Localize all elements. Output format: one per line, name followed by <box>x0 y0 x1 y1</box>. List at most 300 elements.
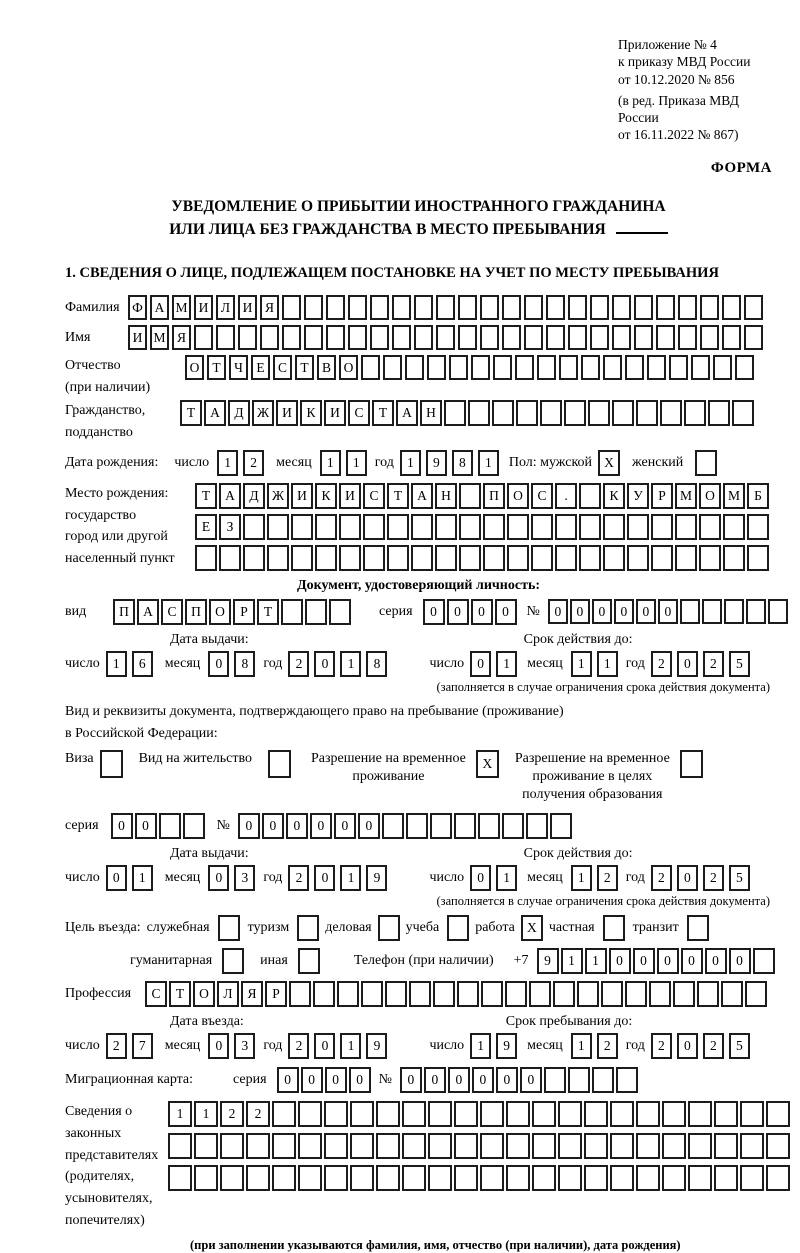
entry-day[interactable] <box>106 1033 153 1059</box>
char-cell[interactable] <box>724 599 744 624</box>
char-cell[interactable] <box>449 355 468 380</box>
char-cell[interactable] <box>409 981 431 1007</box>
char-cell[interactable] <box>454 1101 478 1127</box>
char-cell[interactable] <box>183 813 205 839</box>
char-cell[interactable] <box>480 1133 504 1159</box>
char-cell[interactable] <box>298 1133 322 1159</box>
char-cell[interactable] <box>246 1133 270 1159</box>
char-cell[interactable]: 1 <box>340 1033 361 1059</box>
identity-expiry-year[interactable] <box>651 651 750 677</box>
char-cell[interactable] <box>647 355 666 380</box>
char-cell[interactable]: Т <box>207 355 226 380</box>
char-cell[interactable]: К <box>603 483 625 509</box>
char-cell[interactable] <box>526 813 548 839</box>
char-cell[interactable] <box>680 599 700 624</box>
char-cell[interactable] <box>568 1067 590 1093</box>
char-cell[interactable] <box>559 355 578 380</box>
char-cell[interactable] <box>411 514 433 540</box>
char-cell[interactable] <box>506 1165 530 1191</box>
char-cell[interactable] <box>304 295 323 320</box>
char-cell[interactable] <box>722 295 741 320</box>
char-cell[interactable] <box>753 948 775 974</box>
char-cell[interactable]: Н <box>420 400 442 426</box>
char-cell[interactable] <box>428 1165 452 1191</box>
char-cell[interactable] <box>315 514 337 540</box>
char-cell[interactable]: 1 <box>571 651 592 677</box>
char-cell[interactable] <box>324 1101 348 1127</box>
char-cell[interactable]: 2 <box>651 865 672 891</box>
char-cell[interactable]: 1 <box>597 651 618 677</box>
char-cell[interactable] <box>612 400 634 426</box>
char-cell[interactable] <box>603 545 625 571</box>
char-cell[interactable]: 0 <box>633 948 655 974</box>
char-cell[interactable]: 0 <box>570 599 590 624</box>
char-cell[interactable]: 0 <box>106 865 127 891</box>
entry-year[interactable] <box>288 1033 387 1059</box>
char-cell[interactable] <box>402 1165 426 1191</box>
citizenship-cells[interactable] <box>180 400 754 426</box>
char-cell[interactable] <box>708 400 730 426</box>
char-cell[interactable]: 1 <box>340 651 361 677</box>
char-cell[interactable]: 0 <box>314 1033 335 1059</box>
char-cell[interactable]: Р <box>651 483 673 509</box>
char-cell[interactable]: 2 <box>246 1101 270 1127</box>
char-cell[interactable]: 1 <box>132 865 153 891</box>
char-cell[interactable]: О <box>209 599 231 625</box>
char-cell[interactable] <box>376 1101 400 1127</box>
char-cell[interactable]: 0 <box>677 651 698 677</box>
char-cell[interactable]: 0 <box>472 1067 494 1093</box>
char-cell[interactable] <box>702 599 722 624</box>
char-cell[interactable]: Т <box>387 483 409 509</box>
surname-cells[interactable] <box>128 295 763 320</box>
char-cell[interactable] <box>612 295 631 320</box>
char-cell[interactable] <box>722 325 741 350</box>
char-cell[interactable]: 0 <box>677 1033 698 1059</box>
char-cell[interactable] <box>553 981 575 1007</box>
char-cell[interactable]: . <box>555 483 577 509</box>
char-cell[interactable] <box>691 355 710 380</box>
char-cell[interactable] <box>468 400 490 426</box>
char-cell[interactable] <box>272 1101 296 1127</box>
char-cell[interactable] <box>291 514 313 540</box>
char-cell[interactable]: 2 <box>703 1033 724 1059</box>
char-cell[interactable]: О <box>507 483 529 509</box>
char-cell[interactable]: 0 <box>314 865 335 891</box>
char-cell[interactable] <box>544 1067 566 1093</box>
doc-series-cells[interactable] <box>423 599 517 625</box>
char-cell[interactable] <box>579 514 601 540</box>
char-cell[interactable] <box>348 295 367 320</box>
char-cell[interactable] <box>744 295 763 320</box>
char-cell[interactable]: А <box>137 599 159 625</box>
char-cell[interactable]: 0 <box>548 599 568 624</box>
char-cell[interactable] <box>376 1133 400 1159</box>
char-cell[interactable] <box>480 1101 504 1127</box>
char-cell[interactable] <box>392 325 411 350</box>
representatives-cells-line1[interactable] <box>168 1101 790 1127</box>
char-cell[interactable] <box>673 981 695 1007</box>
char-cell[interactable] <box>339 514 361 540</box>
char-cell[interactable] <box>558 1165 582 1191</box>
patronymic-cells[interactable] <box>185 355 754 380</box>
char-cell[interactable]: 0 <box>658 599 678 624</box>
char-cell[interactable] <box>238 325 257 350</box>
char-cell[interactable] <box>411 545 433 571</box>
char-cell[interactable]: И <box>194 295 213 320</box>
char-cell[interactable]: X <box>598 450 620 476</box>
char-cell[interactable] <box>471 355 490 380</box>
char-cell[interactable] <box>493 355 512 380</box>
char-cell[interactable] <box>590 325 609 350</box>
char-cell[interactable] <box>505 981 527 1007</box>
char-cell[interactable] <box>260 325 279 350</box>
representatives-cells-line2[interactable] <box>168 1133 790 1159</box>
char-cell[interactable] <box>603 915 625 941</box>
identity-expiry-day[interactable] <box>470 651 517 677</box>
birth-place-cells-line2[interactable] <box>195 514 769 540</box>
char-cell[interactable] <box>268 750 291 778</box>
char-cell[interactable]: Т <box>195 483 217 509</box>
char-cell[interactable]: Ж <box>252 400 274 426</box>
char-cell[interactable] <box>168 1133 192 1159</box>
doc-kind-cells[interactable] <box>113 599 351 625</box>
char-cell[interactable] <box>675 545 697 571</box>
char-cell[interactable] <box>584 1133 608 1159</box>
residence-issue-month[interactable] <box>208 865 255 891</box>
char-cell[interactable]: 0 <box>592 599 612 624</box>
char-cell[interactable] <box>735 355 754 380</box>
char-cell[interactable]: 2 <box>703 865 724 891</box>
doc-number-cells[interactable] <box>548 599 788 624</box>
purpose-study-checkbox[interactable] <box>447 915 469 941</box>
char-cell[interactable]: 0 <box>470 651 491 677</box>
char-cell[interactable]: Я <box>241 981 263 1007</box>
char-cell[interactable] <box>329 599 351 625</box>
char-cell[interactable] <box>350 1101 374 1127</box>
char-cell[interactable]: Т <box>257 599 279 625</box>
char-cell[interactable] <box>612 325 631 350</box>
char-cell[interactable]: Т <box>372 400 394 426</box>
char-cell[interactable] <box>699 514 721 540</box>
char-cell[interactable]: 0 <box>470 865 491 891</box>
char-cell[interactable]: 1 <box>571 865 592 891</box>
char-cell[interactable] <box>723 514 745 540</box>
char-cell[interactable]: Ф <box>128 295 147 320</box>
char-cell[interactable] <box>700 295 719 320</box>
char-cell[interactable]: 0 <box>636 599 656 624</box>
char-cell[interactable]: Б <box>747 483 769 509</box>
purpose-humanitarian-checkbox[interactable] <box>222 948 244 974</box>
char-cell[interactable] <box>588 400 610 426</box>
char-cell[interactable] <box>458 325 477 350</box>
char-cell[interactable] <box>700 325 719 350</box>
residence-number-cells[interactable] <box>238 813 572 839</box>
char-cell[interactable]: 2 <box>651 651 672 677</box>
char-cell[interactable] <box>281 599 303 625</box>
char-cell[interactable]: 8 <box>452 450 473 476</box>
char-cell[interactable]: 5 <box>729 1033 750 1059</box>
char-cell[interactable] <box>603 355 622 380</box>
char-cell[interactable] <box>376 1165 400 1191</box>
char-cell[interactable]: 2 <box>597 865 618 891</box>
char-cell[interactable]: 2 <box>288 865 309 891</box>
char-cell[interactable] <box>324 1165 348 1191</box>
char-cell[interactable] <box>634 325 653 350</box>
char-cell[interactable] <box>298 1165 322 1191</box>
char-cell[interactable] <box>546 295 565 320</box>
char-cell[interactable]: 0 <box>349 1067 371 1093</box>
char-cell[interactable] <box>747 545 769 571</box>
char-cell[interactable] <box>675 514 697 540</box>
char-cell[interactable]: 0 <box>286 813 308 839</box>
char-cell[interactable] <box>697 981 719 1007</box>
char-cell[interactable] <box>699 545 721 571</box>
char-cell[interactable]: З <box>219 514 241 540</box>
temp-residence-education-checkbox[interactable] <box>680 750 703 778</box>
char-cell[interactable]: 9 <box>537 948 559 974</box>
char-cell[interactable]: 0 <box>423 599 445 625</box>
char-cell[interactable] <box>531 514 553 540</box>
identity-expiry-month[interactable] <box>571 651 618 677</box>
char-cell[interactable] <box>747 514 769 540</box>
char-cell[interactable] <box>695 450 717 476</box>
char-cell[interactable] <box>584 1101 608 1127</box>
char-cell[interactable]: О <box>185 355 204 380</box>
char-cell[interactable] <box>458 295 477 320</box>
char-cell[interactable]: 2 <box>703 651 724 677</box>
residence-expiry-year[interactable] <box>651 865 750 891</box>
char-cell[interactable] <box>723 545 745 571</box>
char-cell[interactable] <box>194 1133 218 1159</box>
char-cell[interactable]: X <box>521 915 543 941</box>
char-cell[interactable]: 0 <box>358 813 380 839</box>
char-cell[interactable]: 1 <box>478 450 499 476</box>
char-cell[interactable]: Н <box>435 483 457 509</box>
char-cell[interactable] <box>680 750 703 778</box>
char-cell[interactable] <box>766 1133 790 1159</box>
visa-checkbox[interactable] <box>100 750 123 778</box>
char-cell[interactable]: 0 <box>447 599 469 625</box>
char-cell[interactable] <box>222 948 244 974</box>
char-cell[interactable]: 1 <box>340 865 361 891</box>
char-cell[interactable] <box>392 295 411 320</box>
char-cell[interactable]: 0 <box>448 1067 470 1093</box>
char-cell[interactable] <box>298 948 320 974</box>
char-cell[interactable]: 1 <box>561 948 583 974</box>
char-cell[interactable] <box>243 514 265 540</box>
char-cell[interactable]: М <box>172 295 191 320</box>
char-cell[interactable] <box>649 981 671 1007</box>
char-cell[interactable]: Л <box>216 295 235 320</box>
char-cell[interactable] <box>502 325 521 350</box>
char-cell[interactable]: 3 <box>234 1033 255 1059</box>
char-cell[interactable] <box>272 1165 296 1191</box>
identity-issue-year[interactable] <box>288 651 387 677</box>
char-cell[interactable] <box>246 1165 270 1191</box>
char-cell[interactable] <box>766 1165 790 1191</box>
char-cell[interactable]: 1 <box>346 450 367 476</box>
char-cell[interactable]: 0 <box>334 813 356 839</box>
char-cell[interactable] <box>428 1101 452 1127</box>
char-cell[interactable] <box>531 545 553 571</box>
entry-month[interactable] <box>208 1033 255 1059</box>
char-cell[interactable] <box>168 1165 192 1191</box>
char-cell[interactable] <box>568 295 587 320</box>
char-cell[interactable] <box>592 1067 614 1093</box>
char-cell[interactable]: 0 <box>208 865 229 891</box>
char-cell[interactable]: Д <box>228 400 250 426</box>
char-cell[interactable] <box>656 325 675 350</box>
char-cell[interactable]: Т <box>180 400 202 426</box>
char-cell[interactable] <box>427 355 446 380</box>
char-cell[interactable]: 0 <box>614 599 634 624</box>
char-cell[interactable]: С <box>273 355 292 380</box>
birth-day-cells[interactable] <box>217 450 264 476</box>
char-cell[interactable]: 0 <box>325 1067 347 1093</box>
char-cell[interactable] <box>433 981 455 1007</box>
char-cell[interactable]: А <box>411 483 433 509</box>
char-cell[interactable]: 2 <box>288 1033 309 1059</box>
char-cell[interactable]: 1 <box>106 651 127 677</box>
char-cell[interactable] <box>507 514 529 540</box>
char-cell[interactable]: 9 <box>496 1033 517 1059</box>
char-cell[interactable] <box>480 295 499 320</box>
char-cell[interactable] <box>159 813 181 839</box>
char-cell[interactable]: Ж <box>267 483 289 509</box>
char-cell[interactable] <box>555 545 577 571</box>
char-cell[interactable]: К <box>300 400 322 426</box>
char-cell[interactable]: 0 <box>424 1067 446 1093</box>
char-cell[interactable]: 1 <box>571 1033 592 1059</box>
char-cell[interactable] <box>402 1133 426 1159</box>
char-cell[interactable]: 0 <box>705 948 727 974</box>
char-cell[interactable]: В <box>317 355 336 380</box>
char-cell[interactable]: 1 <box>496 651 517 677</box>
char-cell[interactable] <box>687 915 709 941</box>
char-cell[interactable]: Р <box>265 981 287 1007</box>
char-cell[interactable] <box>625 355 644 380</box>
char-cell[interactable] <box>610 1133 634 1159</box>
migration-series-cells[interactable] <box>277 1067 371 1093</box>
char-cell[interactable] <box>194 1165 218 1191</box>
char-cell[interactable]: 0 <box>208 1033 229 1059</box>
residence-expiry-day[interactable] <box>470 865 517 891</box>
char-cell[interactable] <box>444 400 466 426</box>
char-cell[interactable] <box>581 355 600 380</box>
char-cell[interactable] <box>634 295 653 320</box>
char-cell[interactable]: 0 <box>310 813 332 839</box>
char-cell[interactable]: 0 <box>262 813 284 839</box>
char-cell[interactable]: 0 <box>301 1067 323 1093</box>
char-cell[interactable]: Я <box>172 325 191 350</box>
char-cell[interactable] <box>651 514 673 540</box>
char-cell[interactable] <box>532 1165 556 1191</box>
char-cell[interactable] <box>435 514 457 540</box>
char-cell[interactable] <box>532 1133 556 1159</box>
char-cell[interactable] <box>507 545 529 571</box>
stay-year[interactable] <box>651 1033 750 1059</box>
char-cell[interactable] <box>627 514 649 540</box>
char-cell[interactable]: 0 <box>520 1067 542 1093</box>
char-cell[interactable]: 5 <box>729 651 750 677</box>
char-cell[interactable] <box>516 400 538 426</box>
char-cell[interactable] <box>324 1133 348 1159</box>
char-cell[interactable] <box>678 295 697 320</box>
char-cell[interactable]: Т <box>169 981 191 1007</box>
char-cell[interactable]: 9 <box>426 450 447 476</box>
char-cell[interactable] <box>282 295 301 320</box>
char-cell[interactable] <box>478 813 500 839</box>
char-cell[interactable] <box>480 325 499 350</box>
char-cell[interactable] <box>603 514 625 540</box>
char-cell[interactable]: 2 <box>651 1033 672 1059</box>
char-cell[interactable]: 3 <box>234 865 255 891</box>
char-cell[interactable] <box>459 483 481 509</box>
char-cell[interactable] <box>436 295 455 320</box>
char-cell[interactable] <box>740 1101 764 1127</box>
char-cell[interactable]: К <box>315 483 337 509</box>
purpose-business-checkbox[interactable] <box>378 915 400 941</box>
residence-expiry-month[interactable] <box>571 865 618 891</box>
migration-number-cells[interactable] <box>400 1067 638 1093</box>
char-cell[interactable] <box>506 1133 530 1159</box>
char-cell[interactable] <box>550 813 572 839</box>
char-cell[interactable]: 5 <box>729 865 750 891</box>
char-cell[interactable]: 1 <box>168 1101 192 1127</box>
char-cell[interactable]: 7 <box>132 1033 153 1059</box>
char-cell[interactable] <box>524 295 543 320</box>
char-cell[interactable] <box>740 1133 764 1159</box>
char-cell[interactable] <box>315 545 337 571</box>
char-cell[interactable] <box>713 355 732 380</box>
char-cell[interactable]: 2 <box>597 1033 618 1059</box>
char-cell[interactable] <box>363 545 385 571</box>
char-cell[interactable]: 6 <box>132 651 153 677</box>
char-cell[interactable] <box>568 325 587 350</box>
char-cell[interactable] <box>524 325 543 350</box>
char-cell[interactable] <box>304 325 323 350</box>
char-cell[interactable] <box>515 355 534 380</box>
char-cell[interactable]: М <box>675 483 697 509</box>
char-cell[interactable] <box>610 1165 634 1191</box>
char-cell[interactable] <box>313 981 335 1007</box>
char-cell[interactable]: 0 <box>135 813 157 839</box>
char-cell[interactable] <box>714 1133 738 1159</box>
char-cell[interactable] <box>558 1101 582 1127</box>
char-cell[interactable] <box>326 295 345 320</box>
char-cell[interactable] <box>428 1133 452 1159</box>
char-cell[interactable]: И <box>291 483 313 509</box>
char-cell[interactable]: М <box>150 325 169 350</box>
char-cell[interactable] <box>651 545 673 571</box>
char-cell[interactable]: А <box>204 400 226 426</box>
char-cell[interactable] <box>454 1133 478 1159</box>
char-cell[interactable]: 2 <box>220 1101 244 1127</box>
profession-cells[interactable] <box>145 981 767 1007</box>
char-cell[interactable]: Р <box>233 599 255 625</box>
char-cell[interactable]: 0 <box>495 599 517 625</box>
char-cell[interactable] <box>272 1133 296 1159</box>
char-cell[interactable] <box>688 1165 712 1191</box>
char-cell[interactable] <box>746 599 766 624</box>
char-cell[interactable]: 9 <box>366 1033 387 1059</box>
char-cell[interactable]: 0 <box>471 599 493 625</box>
char-cell[interactable] <box>337 981 359 1007</box>
char-cell[interactable] <box>361 355 380 380</box>
given-name-cells[interactable] <box>128 325 763 350</box>
char-cell[interactable]: 1 <box>496 865 517 891</box>
